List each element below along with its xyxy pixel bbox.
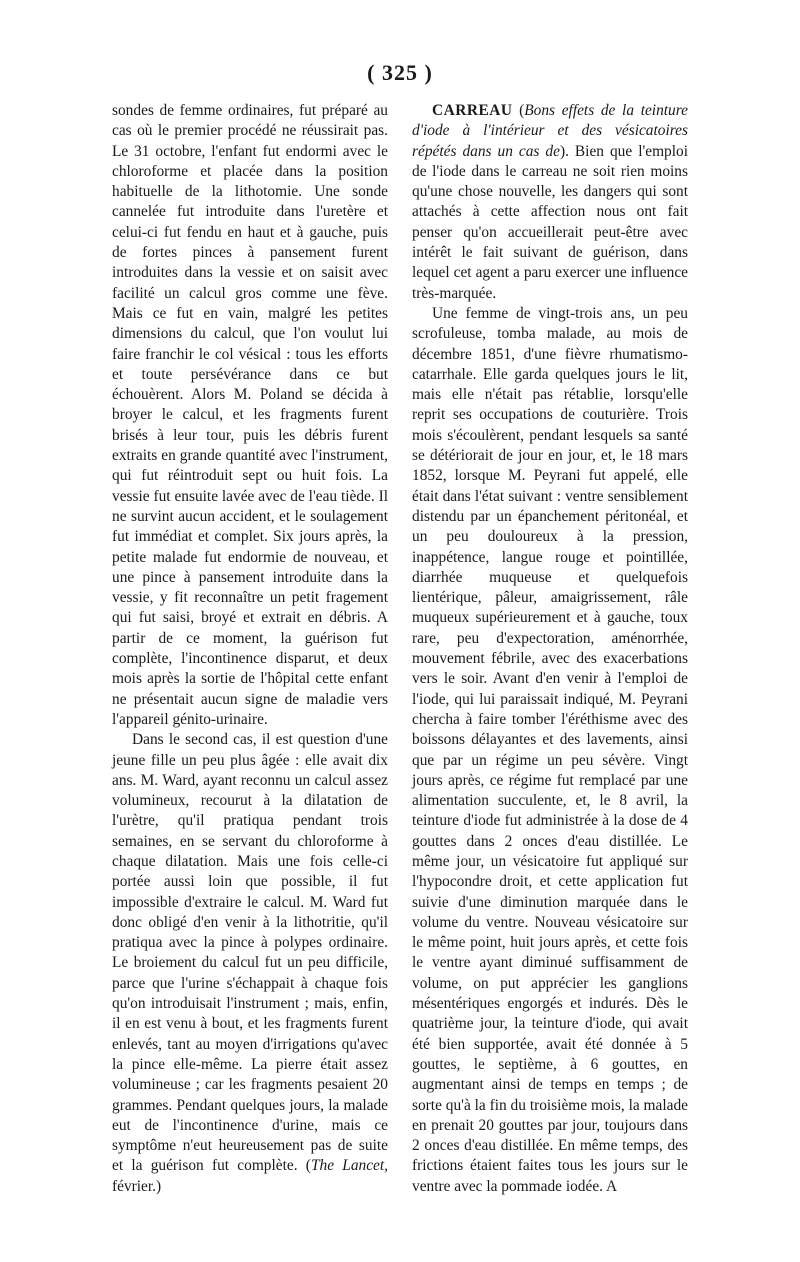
left-paragraph-1: sondes de femme ordinaires, fut préparé au cas où le premier procédé ne réussirait pas. Le 31 octobre, l'enfant fut endormi avec le chloroforme et placée dans la position habituelle de la lithotomie. Une sonde cannelée fut introduite dans l'uretère et celui-ci fut fendu en haut et à gauche, puis de fortes pinces à pansement furent introduites dans la vessie et on saisit avec facilité un calcul gros comme une fève. Mais ce fut en vain, malgré les petites dimensions du calcul, que l'on voulut lui faire franchir le col vésical : tous les efforts et toute persévérance dans ce but échouèrent. Alors M. Poland se décida à broyer le calcul, et les fragments furent brisés à leur tour, puis les débris furent extraits en grande quantité avec l'instrument, qui fut réintroduit sept ou huit fois. La vessie fut ensuite lavée avec de l'eau tiède. Il ne survint aucun accident, et le soulagement fut immédiat et complet. Six jours après, la petite malade fut endormie de nouveau, et une pince à pansement introduite dans la vessie, y fit reconnaître un petit fragement qui fut saisi, broyé et extrait en débris. A partir de ce moment, la guérison fut complète, l'incontinence disparut, et deux mois après la sortie de l'hôpital cette enfant ne présentait aucun signe de maladie vers l'appareil génito-urinaire. xyxy=(112,102,388,728)
right-paragraph-2: Une femme de vingt-trois ans, un peu scrofuleuse, tomba malade, au mois de décembre 1851, d'une fièvre rhumatismo-catarrhale. Elle garda quelques jours le lit, mais elle n'était pas rétablie, lorsqu'elle reprit ses occupations de couturière. Trois mois s'écoulèrent, pendant lesquels sa santé se détériorait de jour en jour, et, le 18 mars 1852, lorsque M. Peyrani fut appelé, elle était dans l'état suivant : ventre sensiblement distendu par un épanchement péritonéal, et un peu douloureux à la pression, inappétence, langue rouge et pointillée, diarrhée muqueuse et quelquefois lientérique, pâleur, amaigrissement, râle muqueux supérieurement et à gauche, toux rare, peu d'expectoration, aménorrhée, mouvement fébrile, avec des exacerbations vers le soir. Avant d'en venir à l'emploi de l'iode, qui lui paraissait indiqué, M. Peyrani chercha à faire tomber l'éréthisme avec des boissons délayantes et des lavements, ainsi que par un régime un peu sévère. Vingt jours après, ce régime fut remplacé par une alimentation succulente, et, le 8 avril, la teinture d'iode fut administrée à la dose de 4 gouttes dans 2 onces d'eau distillée. Le même jour, un vésicatoire fut appliqué sur l'hypocondre droit, et cette application fut suivie d'une diminution marquée dans le volume du ventre. Nouveau vésicatoire sur le même point, huit jours après, et cette fois le ventre ayant diminué suffisamment de volume, on put apprécier les ganglions mésentériques engorgés et indurés. Dès le quatrième jour, la teinture d'iode, qui avait été bien supportée, avait été donnée à 5 gouttes, le septième, à 6 gouttes, en augmentant ainsi de temps en temps ; de sorte qu'à la fin du troisième mois, la malade en prenait 20 gouttes par jour, toujours dans 2 onces d'eau distillée. En même temps, des frictions étaient faites tous les jours sur le ventre avec la pommade iodée. A xyxy=(412,304,688,1195)
source-journal: The Lancet, xyxy=(310,1157,389,1175)
right-paragraph-1-text: Bien que l'emploi de l'iode dans le carreau ne soit rien moins qu'une chose nouvelle, les dangers qui sont attachés à cette affection nous ont fait penser qu'on accueillerait peut-être avec intérêt le fait suivant de guérison, dans lequel cet agent a paru exercer une influence très-marquée. xyxy=(412,142,688,302)
article-subtitle: Bons effets de la teinture d'iode à l'intérieur et des vésicatoires répétés dans un cas de xyxy=(412,102,688,160)
page-number: ( 325 ) xyxy=(367,60,433,85)
right-paragraph-1 xyxy=(412,101,688,304)
left-column xyxy=(112,101,388,1197)
heading-separator: ( xyxy=(512,102,525,119)
article-heading: CARREAU xyxy=(432,102,513,119)
left-paragraph-2-text: Dans le second cas, il est question d'une jeune fille un peu plus âgée : elle avait dix ans. M. Ward, ayant reconnu un calcul assez volumineux, recourut à la dilatation de l'urètre, qu'il pratiqua pendant trois semaines, en se servant du chloroforme à chaque dilatation. Mais une fois celle-ci portée aussi loin que possible, il fut impossible d'extraire le calcul. M. Ward fut donc obligé d'en venir à la lithotritie, qu'il pratiqua avec la pince à polypes ordinaire. Le broiement du calcul fut un peu difficile, parce que l'urine s'échappait à chaque fois qu'on introduisait l'instrument ; mais, enfin, il en est venu à bout, et les fragments furent enlevés, tant au moyen d'irrigations qu'avec la pince elle-même. La pierre était assez volumineuse ; car les fragments pesaient 20 grammes. Pendant quelques jours, la malade eut de l'incontinence d'urine, mais ce symptôme n'eut heureusement pas de suite et la guérison fut complète. ( xyxy=(112,731,388,1175)
source-month: février.) xyxy=(112,1177,162,1195)
heading-close: ). xyxy=(559,142,569,160)
left-paragraph-2 xyxy=(112,730,388,1197)
right-column xyxy=(412,101,688,1197)
